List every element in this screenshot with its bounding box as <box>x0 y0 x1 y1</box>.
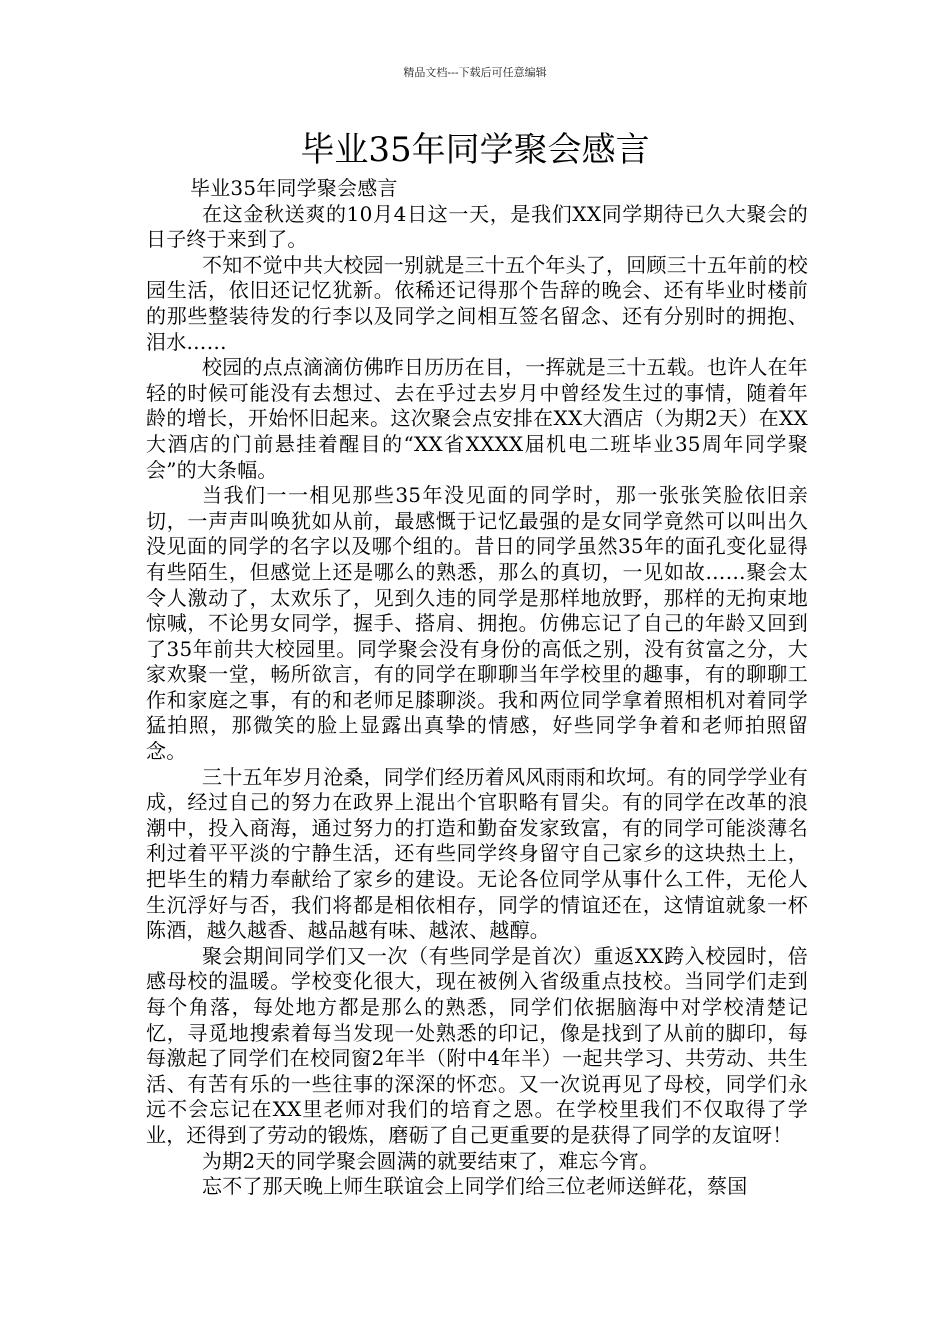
header-note: 精品文档---下载后可任意编辑 <box>403 66 547 79</box>
paragraph: 三十五年岁月沧桑，同学们经历着风风雨雨和坎坷。有的同学学业有成，经过自己的努力在政界上混出个官职略有冒尖。有的同学在改革的浪潮中，投入商海，通过努力的打造和勤奋发家致富，有的同学可能淡薄名利过着平平淡的宁静生活，还有些同学终身留守自己家乡的这块热土上，把毕生的精力奉献给了家乡的建设。无论各位同学从事什么工件，无伦人生沉浮好与否，我们将都是相依相存，同学的情谊还在，这情谊就象一杯陈酒，越久越香、越品越有味、越浓、越醇。 <box>146 764 808 943</box>
paragraph: 当我们一一相见那些35年没见面的同学时，那一张张笑脸依旧亲切，一声声叫唤犹如从前，最感慨于记忆最强的是女同学竟然可以叫出久没见面的同学的名字以及哪个组的。昔日的同学虽然35年的面孔变化显得有些陌生，但感觉上还是哪么的熟悉，那么的真切，一见如故……聚会太令人激动了，太欢乐了，见到久违的同学是那样地放野，那样的无拘束地惊喊，不论男女同学，握手、搭肩、拥抱。仿佛忘记了自己的年龄又回到了35年前共大校园里。同学聚会没有身份的高低之别，没有贫富之分，大家欢聚一堂，畅所欲言，有的同学在聊聊当年学校里的趣事，有的聊聊工作和家庭之事，有的和老师足膝聊淡。我和两位同学拿着照相机对着同学猛拍照，那微笑的脸上显露出真挚的情感，好些同学争着和老师拍照留念。 <box>146 483 808 764</box>
paragraph: 聚会期间同学们又一次（有些同学是首次）重返XX跨入校园时，倍感母校的温暖。学校变化很大，现在被例入省级重点技校。当同学们走到每个角落，每处地方都是那么的熟悉，同学们依据脑海中对学校清楚记忆，寻觅地搜索着每当发现一处熟悉的印记，像是找到了从前的脚印，每每激起了同学们在校同窗2年半（附中4年半）一起共学习、共劳动、共生活、有苦有乐的一些往事的深深的怀恋。又一次说再见了母校，同学们永远不会忘记在XX里老师对我们的培育之恩。在学校里我们不仅取得了学业，还得到了劳动的锻炼，磨砺了自己更重要的是获得了同学的友谊呀！ <box>146 943 808 1147</box>
paragraph: 不知不觉中共大校园一别就是三十五个年头了，回顾三十五年前的校园生活，依旧还记忆犹新。依稀还记得那个告辞的晚会、还有毕业时楼前的那些整装待发的行李以及同学之间相互签名留念、还有分别时的拥抱、泪水…… <box>146 252 808 354</box>
paragraph: 校园的点点滴滴仿佛昨日历历在目，一挥就是三十五载。也许人在年轻的时候可能没有去想过、去在乎过去岁月中曾经发生过的事情，随着年龄的增长，开始怀旧起来。这次聚会点安排在XX大酒店（为期2天）在XX大酒店的门前悬挂着醒目的“XX省XXXX届机电二班毕业35周年同学聚会”的大条幅。 <box>146 355 808 482</box>
document-title: 毕业35年同学聚会感言 <box>300 130 650 170</box>
document-body <box>146 176 808 1200</box>
document-subtitle: 毕业35年同学聚会感言 <box>190 176 398 200</box>
paragraph: 在这金秋送爽的10月4日这一天，是我们XX同学期待已久大聚会的日子终于来到了。 <box>146 201 808 252</box>
paragraph: 忘不了那天晚上师生联谊会上同学们给三位老师送鲜花，蔡国 <box>202 1174 748 1199</box>
paragraph: 为期2天的同学聚会圆满的就要结束了，难忘今宵。 <box>202 1148 660 1173</box>
